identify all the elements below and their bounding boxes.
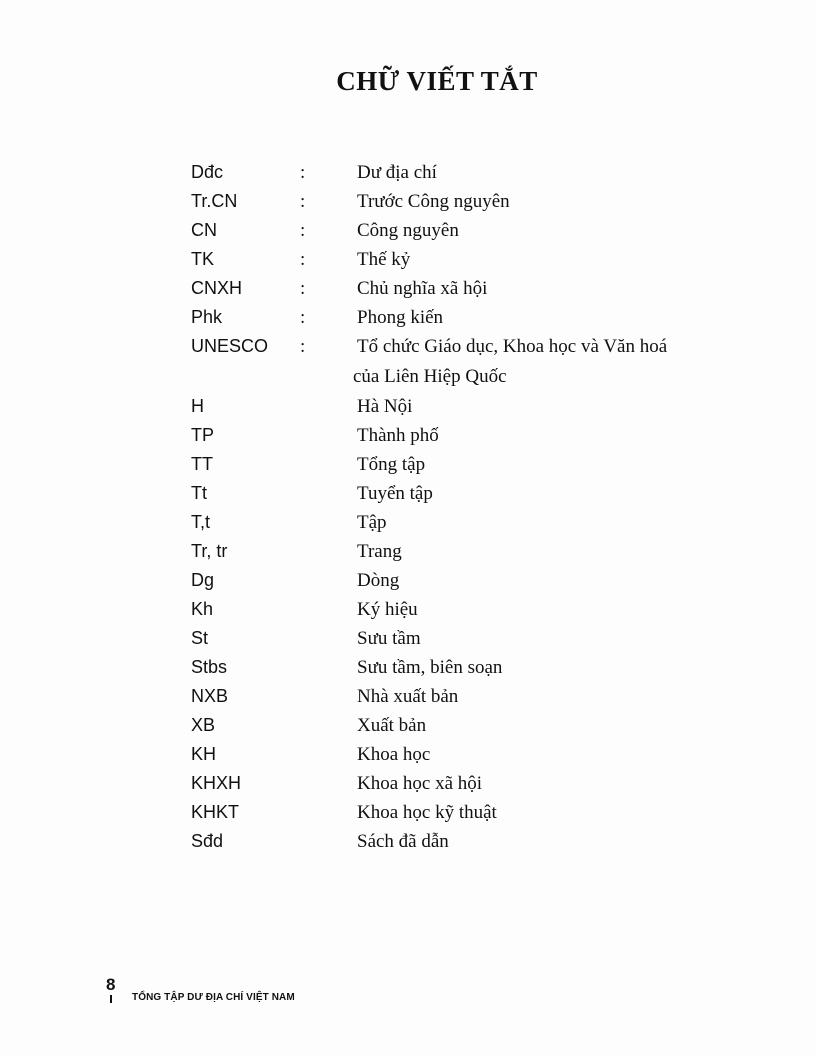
abbreviation-row xyxy=(0,158,816,187)
page-number: 8 xyxy=(106,975,116,994)
abbreviation-meaning: Thành phố xyxy=(357,425,439,446)
abbreviation: Tr.CN xyxy=(191,191,238,211)
abbreviation-meaning: Khoa học xã hội xyxy=(357,773,483,794)
abbreviation-meaning: Chủ nghĩa xã hội xyxy=(357,278,488,299)
abbreviation-row xyxy=(0,274,816,303)
abbreviation-row xyxy=(0,740,816,769)
abbreviation-row xyxy=(0,827,816,856)
abbreviation-meaning: Sưu tầm xyxy=(357,628,421,649)
abbreviation-row xyxy=(0,537,816,566)
abbreviation-row xyxy=(0,508,816,537)
abbreviation: Tr, tr xyxy=(191,541,228,561)
abbreviation-meaning: Nhà xuất bản xyxy=(357,686,459,707)
abbreviation: TK xyxy=(191,249,215,269)
abbreviation-row xyxy=(0,624,816,653)
separator-colon: : xyxy=(300,191,306,212)
abbreviation-row xyxy=(0,392,816,421)
abbreviation-row xyxy=(0,566,816,595)
abbreviation-meaning: Khoa học kỹ thuật xyxy=(357,802,497,823)
abbreviation-meaning: Dòng xyxy=(357,570,400,591)
abbreviation-meaning: Xuất bản xyxy=(357,715,427,736)
abbreviation: H xyxy=(191,396,204,416)
footer-divider xyxy=(110,995,112,1003)
running-book-title: TỔNG TẬP DƯ ĐỊA CHÍ VIỆT NAM xyxy=(132,992,295,1003)
abbreviation: KHKT xyxy=(191,802,240,822)
abbreviation-row xyxy=(0,595,816,624)
abbreviation-meaning: Hà Nội xyxy=(357,396,413,417)
abbreviation-row xyxy=(0,711,816,740)
abbreviation: Sđd xyxy=(191,831,224,851)
abbreviation-row xyxy=(0,421,816,450)
abbreviation: TP xyxy=(191,425,215,445)
abbreviation-meaning-line: Tổ chức Giáo dục, Khoa học và Văn hoá xyxy=(357,336,668,357)
abbreviation-row xyxy=(0,187,816,216)
abbreviation: Stbs xyxy=(191,657,228,677)
abbreviation-row xyxy=(0,303,816,332)
abbreviation-row xyxy=(0,245,816,274)
abbreviation-row xyxy=(0,332,816,392)
abbreviation-meaning: Dư địa chí xyxy=(357,162,437,183)
separator-colon: : xyxy=(300,162,306,183)
abbreviation-meaning: Công nguyên xyxy=(357,220,459,241)
abbreviation: St xyxy=(191,628,209,648)
abbreviation-row xyxy=(0,798,816,827)
abbreviation-row xyxy=(0,682,816,711)
page-title: CHỮ VIẾT TẮT xyxy=(336,66,538,97)
abbreviation-meaning: Trang xyxy=(357,541,402,562)
abbreviation-meaning: Sưu tầm, biên soạn xyxy=(357,657,503,678)
separator-colon: : xyxy=(300,249,306,270)
abbreviation: KH xyxy=(191,744,217,764)
separator-colon: : xyxy=(300,278,306,299)
abbreviation: T,t xyxy=(191,512,211,532)
separator-colon: : xyxy=(300,336,306,357)
abbreviation-meaning: Sách đã dẫn xyxy=(357,831,449,852)
abbreviation: KHXH xyxy=(191,773,242,793)
abbreviation: Kh xyxy=(191,599,214,619)
abbreviation-meaning: Tổng tập xyxy=(357,454,426,475)
abbreviation-row xyxy=(0,450,816,479)
abbreviation-meaning: Ký hiệu xyxy=(357,599,418,620)
abbreviation-row xyxy=(0,479,816,508)
abbreviation: XB xyxy=(191,715,216,735)
abbreviation-list xyxy=(0,158,816,856)
abbreviation-row xyxy=(0,216,816,245)
abbreviation-meaning: Thế kỷ xyxy=(357,249,411,270)
abbreviation-row xyxy=(0,653,816,682)
abbreviation-meaning: Phong kiến xyxy=(357,307,444,328)
abbreviation-meaning xyxy=(353,332,737,392)
abbreviation-row xyxy=(0,769,816,798)
abbreviation: Phk xyxy=(191,307,223,327)
abbreviation-meaning: Tập xyxy=(357,512,387,533)
abbreviation: CNXH xyxy=(191,278,243,298)
abbreviation: Dđc xyxy=(191,162,224,182)
abbreviation-meaning: Tuyển tập xyxy=(357,483,433,504)
abbreviation: CN xyxy=(191,220,217,240)
separator-colon: : xyxy=(300,220,306,241)
abbreviation: Dg xyxy=(191,570,215,590)
abbreviation: Tt xyxy=(191,483,207,503)
abbreviation: UNESCO xyxy=(191,336,269,356)
abbreviation: NXB xyxy=(191,686,229,706)
separator-colon: : xyxy=(300,307,306,328)
abbreviation-meaning: Khoa học xyxy=(357,744,431,765)
abbreviation-meaning: Trước Công nguyên xyxy=(357,191,510,212)
abbreviation: TT xyxy=(191,454,213,474)
abbreviation-meaning-continuation: của Liên Hiệp Quốc xyxy=(353,366,507,387)
page-footer xyxy=(106,976,406,1006)
